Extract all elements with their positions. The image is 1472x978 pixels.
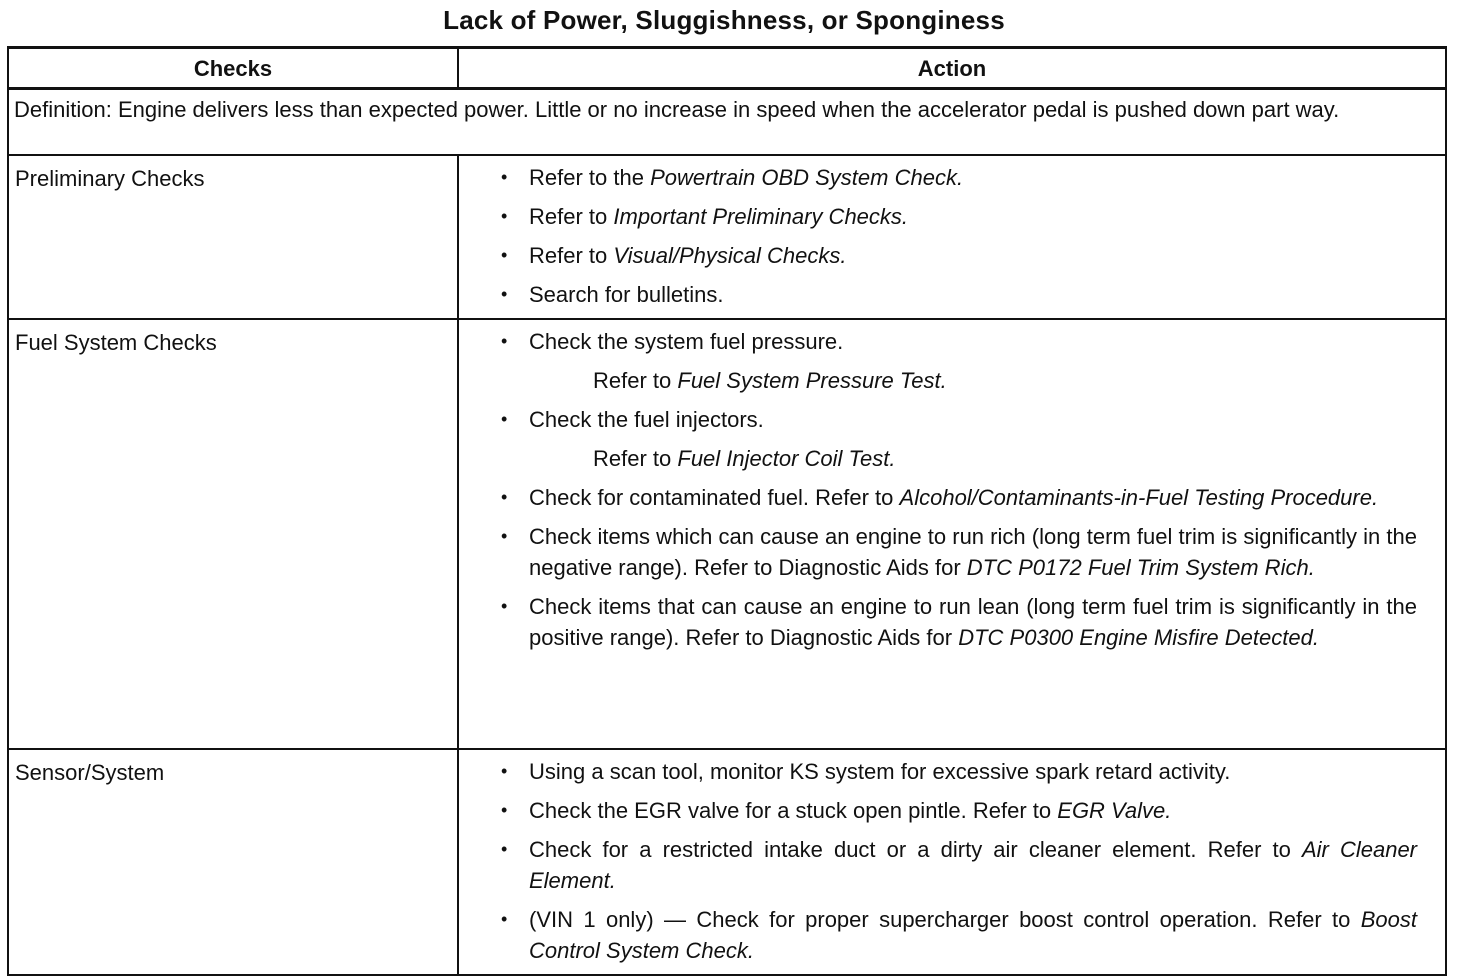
action-item	[499, 404, 1417, 474]
bullet-icon: •	[501, 244, 508, 265]
check-label: Preliminary Checks	[8, 155, 458, 319]
action-text: Search for bulletins.	[529, 281, 724, 307]
reference-link[interactable]: Important Preliminary Checks.	[613, 203, 909, 229]
bullet-icon: •	[501, 838, 508, 859]
action-item	[499, 162, 1417, 193]
action-list	[499, 326, 1417, 653]
sub-note-text: Refer to	[593, 367, 678, 393]
bullet-icon: •	[501, 330, 508, 351]
table-row	[8, 319, 1446, 749]
action-item	[499, 326, 1417, 396]
action-text: Check items that can cause an engine to run lean (long term fuel trim is significantly in the positive range). Refer to Diagnostic Aids for	[529, 593, 1417, 650]
action-item	[499, 201, 1417, 232]
action-item	[499, 482, 1417, 513]
action-item	[499, 591, 1417, 653]
bullet-icon: •	[501, 283, 508, 304]
action-item	[499, 834, 1417, 896]
action-cell	[458, 319, 1446, 749]
checks-column-header: Checks	[8, 48, 458, 89]
reference-link[interactable]: Boost Control System Check.	[529, 906, 1417, 963]
action-text: Check the system fuel pressure.	[529, 328, 844, 354]
action-text: Using a scan tool, monitor KS system for excessive spark retard activity.	[529, 758, 1231, 784]
action-cell	[458, 749, 1446, 975]
sub-note-text: Refer to	[593, 445, 678, 471]
bullet-icon: •	[501, 595, 508, 616]
action-text: (VIN 1 only) — Check for proper supercharger boost control operation. Refer to	[529, 906, 1361, 932]
table-row	[8, 155, 1446, 319]
action-text: Check for contaminated fuel. Refer to	[529, 484, 900, 510]
bullet-icon: •	[501, 486, 508, 507]
bullet-icon: •	[501, 205, 508, 226]
bullet-icon: •	[501, 166, 508, 187]
table-header-row	[8, 48, 1446, 89]
diagnosis-table	[7, 46, 1447, 976]
action-item	[499, 279, 1417, 310]
reference-link[interactable]: Air Cleaner Element.	[529, 836, 1418, 893]
table-row	[8, 749, 1446, 975]
action-text: Check items which can cause an engine to run rich (long term fuel trim is significantly in the negative range). Refer to Diagnostic Aids for	[529, 523, 1417, 580]
reference-link[interactable]: DTC P0300 Engine Misfire Detected.	[958, 624, 1319, 650]
bullet-icon: •	[501, 760, 508, 781]
action-item	[499, 795, 1417, 826]
action-item	[499, 521, 1417, 583]
action-text: Refer to the	[529, 164, 651, 190]
action-item	[499, 756, 1417, 787]
reference-link[interactable]: EGR Valve.	[1057, 797, 1172, 823]
page-title: Lack of Power, Sluggishness, or Sponginess	[443, 5, 1005, 35]
bullet-icon: •	[501, 908, 508, 929]
action-text: Refer to	[529, 203, 614, 229]
bullet-icon: •	[501, 799, 508, 820]
action-text: Check the EGR valve for a stuck open pintle. Refer to	[529, 797, 1058, 823]
bullet-icon: •	[501, 408, 508, 429]
sub-note	[529, 365, 1417, 396]
reference-link[interactable]: DTC P0172 Fuel Trim System Rich.	[966, 554, 1315, 580]
check-label: Fuel System Checks	[8, 319, 458, 749]
reference-link[interactable]: Fuel System Pressure Test.	[677, 367, 947, 393]
action-text: Refer to	[529, 242, 614, 268]
action-list	[499, 162, 1417, 310]
reference-link[interactable]: Powertrain OBD System Check.	[650, 164, 964, 190]
bullet-icon: •	[501, 525, 508, 546]
action-text: Check for a restricted intake duct or a dirty air cleaner element. Refer to	[529, 836, 1302, 862]
reference-link[interactable]: Visual/Physical Checks.	[613, 242, 847, 268]
definition-row	[8, 89, 1446, 155]
reference-link[interactable]: Fuel Injector Coil Test.	[677, 445, 896, 471]
check-label: Sensor/System	[8, 749, 458, 975]
action-item	[499, 904, 1417, 966]
action-text: Check the fuel injectors.	[529, 406, 764, 432]
definition-text: Definition: Engine delivers less than expected power. Little or no increase in speed when the accelerator pedal is pushed down part way.	[8, 89, 1446, 155]
action-item	[499, 240, 1417, 271]
action-column-header: Action	[458, 48, 1446, 89]
reference-link[interactable]: Alcohol/Contaminants-in-Fuel Testing Procedure.	[899, 484, 1379, 510]
action-list	[499, 756, 1417, 966]
sub-note	[529, 443, 1417, 474]
action-cell	[458, 155, 1446, 319]
